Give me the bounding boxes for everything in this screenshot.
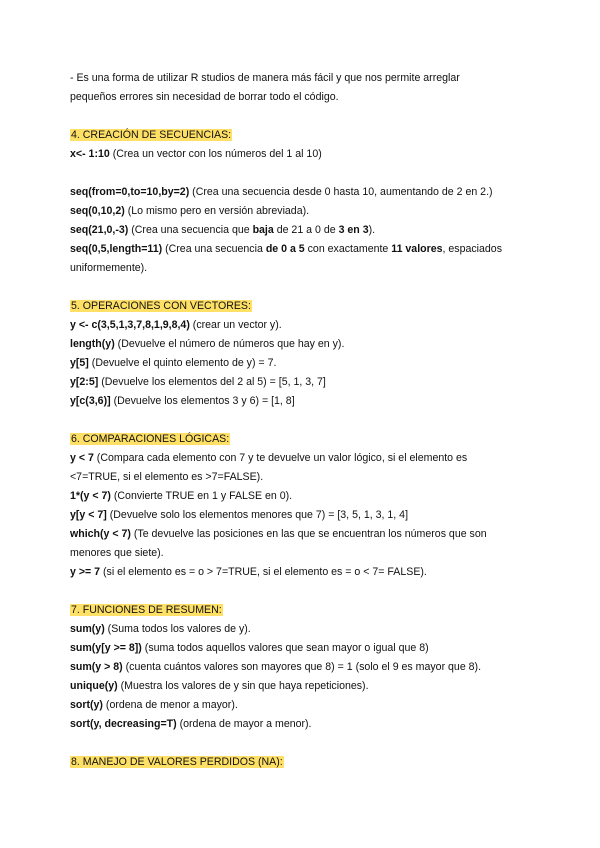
code-explanation: (ordena de mayor a menor). — [176, 718, 312, 730]
code-explanation: con exactamente — [304, 243, 392, 255]
code-snippet: seq(from=0,to=10,by=2) — [70, 186, 190, 198]
code-snippet: seq(21,0,-3) — [70, 224, 129, 236]
emphasis-text: 11 valores — [391, 243, 443, 255]
code-explanation: (Crea un vector con los números del 1 al 10) — [109, 148, 322, 160]
code-explanation: (Crea una secuencia — [162, 243, 266, 255]
emphasis-text: baja — [252, 224, 274, 236]
code-explanation: (cuenta cuántos valores son mayores que 8) = 1 (solo el 9 es mayor que 8). — [122, 661, 482, 673]
code-line — [70, 335, 540, 354]
code-line — [70, 240, 540, 259]
intro-line: - Es una forma de utilizar R studios de manera más fácil y que nos permite arreglar — [70, 72, 460, 84]
code-explanation: (Muestra los valores de y sin que haya repeticiones). — [117, 680, 369, 692]
code-explanation: (Suma todos los valores de y). — [104, 623, 251, 635]
section-heading-4 — [70, 126, 540, 145]
code-line — [70, 696, 540, 715]
spacer — [70, 107, 540, 126]
code-explanation-continued: menores que siete). — [70, 547, 164, 559]
code-explanation: (Convierte TRUE en 1 y FALSE en 0). — [110, 490, 293, 502]
code-snippet: unique(y) — [70, 680, 118, 692]
document-body — [70, 69, 540, 772]
code-explanation-continued: <7=TRUE, si el elemento es >7=FALSE). — [70, 471, 264, 483]
highlighted-heading-text: 6. COMPARACIONES LÓGICAS: — [71, 433, 230, 445]
section-heading-6 — [70, 430, 540, 449]
code-explanation: (Crea una secuencia desde 0 hasta 10, aumentando de 2 en 2.) — [189, 186, 493, 198]
code-line — [70, 525, 540, 544]
code-snippet: sort(y) — [70, 699, 103, 711]
spacer — [70, 278, 540, 297]
code-line — [70, 563, 540, 582]
code-explanation: (si el elemento es = o > 7=TRUE, si el elemento es = o < 7= FALSE). — [100, 566, 427, 578]
spacer — [70, 164, 540, 183]
spacer — [70, 411, 540, 430]
code-line — [70, 449, 540, 468]
code-line — [70, 658, 540, 677]
code-snippet: sum(y > 8) — [70, 661, 123, 673]
code-snippet: y <- c(3,5,1,3,7,8,1,9,8,4) — [70, 319, 190, 331]
code-explanation: (Devuelve solo los elementos menores que 7) = [3, 5, 1, 3, 1, 4] — [106, 509, 409, 521]
code-explanation: (ordena de menor a mayor). — [102, 699, 238, 711]
highlighted-heading-text: 5. OPERACIONES CON VECTORES: — [71, 300, 251, 312]
code-explanation: (Crea una secuencia que — [128, 224, 253, 236]
code-explanation-continued: uniformemente). — [70, 262, 148, 274]
highlighted-heading-text: 7. FUNCIONES DE RESUMEN: — [71, 604, 222, 616]
code-line — [70, 373, 540, 392]
code-line — [70, 183, 540, 202]
code-snippet: seq(0,5,length=11) — [70, 243, 163, 255]
code-snippet: sort(y, decreasing=T) — [70, 718, 177, 730]
spacer — [70, 734, 540, 753]
code-explanation: (Lo mismo pero en versión abreviada). — [124, 205, 310, 217]
code-explanation: (Devuelve el quinto elemento de y) = 7. — [88, 357, 277, 369]
code-snippet: 1*(y < 7) — [70, 490, 111, 502]
code-line — [70, 715, 540, 734]
code-explanation: (Te devuelve las posiciones en las que se encuentran los números que son — [130, 528, 487, 540]
code-snippet: y < 7 — [70, 452, 94, 464]
code-line — [70, 487, 540, 506]
intro-line: pequeños errores sin necesidad de borrar todo el código. — [70, 91, 339, 103]
code-explanation: (Devuelve los elementos del 2 al 5) = [5, 1, 3, 7] — [98, 376, 326, 388]
code-explanation: (Compara cada elemento con 7 y te devuelve un valor lógico, si el elemento es — [93, 452, 468, 464]
code-explanation: (Devuelve los elementos 3 y 6) = [1, 8] — [110, 395, 295, 407]
code-line — [70, 316, 540, 335]
code-explanation: (Devuelve el número de números que hay en y). — [114, 338, 345, 350]
code-line — [70, 677, 540, 696]
code-snippet: sum(y) — [70, 623, 105, 635]
code-line — [70, 354, 540, 373]
code-line — [70, 392, 540, 411]
code-line — [70, 202, 540, 221]
code-snippet: y[y < 7] — [70, 509, 107, 521]
code-line — [70, 620, 540, 639]
emphasis-text: de 0 a 5 — [265, 243, 305, 255]
code-snippet: y[5] — [70, 357, 89, 369]
emphasis-text: 3 en 3 — [338, 224, 369, 236]
code-line — [70, 145, 540, 164]
code-snippet: x<- 1:10 — [70, 148, 110, 160]
section-heading-7 — [70, 601, 540, 620]
code-snippet: y[c(3,6)] — [70, 395, 111, 407]
code-explanation: (suma todos aquellos valores que sean mayor o igual que 8) — [141, 642, 429, 654]
highlighted-heading-text: 4. CREACIÓN DE SECUENCIAS: — [71, 129, 232, 141]
code-snippet: sum(y[y >= 8]) — [70, 642, 142, 654]
code-line — [70, 506, 540, 525]
code-snippet: y[2:5] — [70, 376, 99, 388]
highlighted-heading-text: 8. MANEJO DE VALORES PERDIDOS (NA): — [71, 756, 283, 768]
code-snippet: y >= 7 — [70, 566, 101, 578]
code-explanation: de 21 a 0 de — [273, 224, 339, 236]
code-line — [70, 639, 540, 658]
code-explanation: , espaciados — [442, 243, 502, 255]
code-snippet: length(y) — [70, 338, 115, 350]
code-snippet: which(y < 7) — [70, 528, 131, 540]
code-line — [70, 221, 540, 240]
code-explanation: (crear un vector y). — [189, 319, 282, 331]
code-explanation: ). — [368, 224, 376, 236]
section-heading-5 — [70, 297, 540, 316]
section-heading-8 — [70, 753, 540, 772]
spacer — [70, 582, 540, 601]
code-snippet: seq(0,10,2) — [70, 205, 125, 217]
